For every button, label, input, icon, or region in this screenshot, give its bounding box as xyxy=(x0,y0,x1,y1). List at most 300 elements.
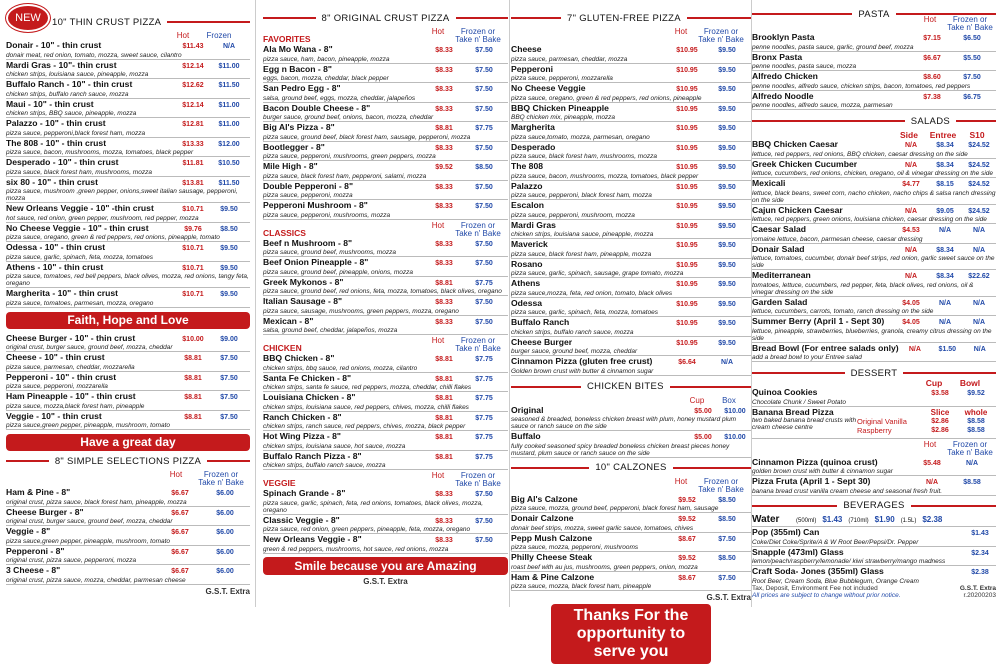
item-name: six 80 - 10" - thin crust xyxy=(6,176,98,187)
item-price: $7.50 xyxy=(220,394,238,401)
section-heading-gluten-free: 7" GLUTEN-FREE PIZZA xyxy=(511,10,751,26)
thin-crust-list xyxy=(6,40,250,308)
item-description: pizza sauce, oregano, green & red peppers, red onions, pineapple xyxy=(511,94,702,102)
section-heading-salads: SALADS xyxy=(752,113,996,129)
menu-item xyxy=(6,203,250,223)
item-name: Veggie - 10" - thin crust xyxy=(6,410,102,421)
item-description: seasoned & breaded, boneless chicken breast with plum, honey mustard plum sauce or ranch sauce on the side xyxy=(511,416,737,430)
item-price: $9.50 xyxy=(718,125,736,132)
item-description: pizza sauce, black forest ham, pepperoni, salami, mozza xyxy=(263,172,427,180)
item-price: $9.52 xyxy=(678,555,696,562)
menu-item xyxy=(752,244,996,271)
item-price: N/A xyxy=(904,207,918,215)
item-price: $7.50 xyxy=(475,517,493,525)
menu-item xyxy=(511,161,751,181)
item-name: Mexican - 8" xyxy=(263,315,314,326)
menu-item xyxy=(6,288,250,308)
item-price: $4.53 xyxy=(902,227,920,234)
price-header: Hot Frozen or Take n' Bake xyxy=(674,27,744,44)
item-price: $9.05 xyxy=(936,207,954,215)
item-price: $6.50 xyxy=(963,35,981,42)
menu-item xyxy=(511,103,751,123)
section-heading-beverages: BEVERAGES xyxy=(752,498,996,514)
item-description: chicken strips, santa fe sauce, red peppers, mozza, cheddar, chilli flakes xyxy=(263,384,472,391)
item-name: Pepperoni Mushroom - 8" xyxy=(263,200,368,210)
item-description: burger sauce, ground beef, onions, bacon, mozza, cheddar xyxy=(263,114,434,121)
item-name: The 808 - 10" - thin crust xyxy=(6,137,107,148)
gluten-free-list xyxy=(511,44,751,376)
item-price: $9.50 xyxy=(220,264,238,272)
menu-item xyxy=(263,296,508,316)
item-price: N/A xyxy=(938,299,952,307)
item-name: Big Al's Calzone xyxy=(511,493,578,504)
item-price: $8.33 xyxy=(435,260,453,267)
item-price: $7.50 xyxy=(718,535,736,543)
item-price: $6.00 xyxy=(216,568,234,575)
item-price: $8.15 xyxy=(936,181,954,188)
item-description: original crust, burger sauce, ground beef, mozza, cheddar xyxy=(6,344,173,351)
item-price: $10.00 xyxy=(182,335,204,343)
item-name: Ranch Chicken - 8" xyxy=(263,411,342,422)
dessert-pizza-fruta: Pizza Fruta (April 1 - Sept 30) N/A $8.58 banana bread crust vanilla cream cheese and seasonal fresh fruit. xyxy=(752,476,996,496)
menu-item xyxy=(6,79,250,99)
item-name: Santa Fe Chicken - 8" xyxy=(263,372,352,383)
item-price: $8.33 xyxy=(435,491,453,498)
item-price: $9.50 xyxy=(718,66,736,74)
item-description: pizza sauce, black forest ham, pineapple, mozza xyxy=(511,250,652,258)
item-description: pizza sauce, black forest ham, mushrooms, mozza xyxy=(511,153,657,160)
item-price: $10.95 xyxy=(676,66,698,74)
item-name: Palazzo xyxy=(511,180,543,191)
item-price: $9.76 xyxy=(184,225,202,233)
item-description: lettuce, pineapple, strawberries, blueberries, granola, creamy citrus dressing on the side xyxy=(752,327,992,342)
item-description: original crust, pizza sauce, black forest ham, pineapple, mozza xyxy=(6,498,187,506)
item-price: $6.67 xyxy=(171,568,189,575)
thin-crust-basic-list xyxy=(6,333,250,431)
item-name: Donair Calzone xyxy=(511,513,574,523)
item-description: original crust, pizza sauce, pepperoni, mozza xyxy=(6,557,137,564)
item-price: $8.33 xyxy=(435,105,453,113)
menu-item xyxy=(511,200,751,220)
item-description: chicken strips, BBQ sauce, pineapple, mozza xyxy=(6,110,137,117)
item-description: pizza sauce, pepperoni, black forest ham, mozza xyxy=(511,192,652,199)
column-thin-crust xyxy=(6,0,250,607)
item-price: $9.00 xyxy=(220,335,238,343)
item-name: Bootlegger - 8" xyxy=(263,141,325,152)
item-price: $9.50 xyxy=(718,105,736,113)
revision-code: r.20200203 xyxy=(963,591,996,599)
item-name: BBQ Chicken Pineapple xyxy=(511,102,609,113)
dessert-banana-bread: Banana Bread Pizza Slice whole two baked banana bread crusts with cream cheese centre Original Vanilla Raspberry $2.86 $2.86 $8.58 $8.58 xyxy=(752,407,996,439)
menu-item xyxy=(263,451,508,471)
item-name: Maverick xyxy=(511,239,548,249)
item-name: Brooklyn Pasta xyxy=(752,32,815,42)
item-description: pizza sauce, sausage, mushrooms, green peppers, mozza, oregano xyxy=(263,307,459,315)
price-header: Hot Frozen or Take n' Bake xyxy=(923,439,993,457)
item-price: N/A xyxy=(904,142,918,149)
menu-item xyxy=(752,91,996,111)
price-header: Hot Frozen or Take n' Bake xyxy=(923,15,993,32)
item-description: original crust, burger sauce, ground beef, mozza, cheddar xyxy=(6,518,173,525)
item-price: $9.52 xyxy=(678,516,696,523)
item-description: lettuce, cucumbers, red onions, chicken, oregano, oil & vinegar dressing on the side xyxy=(752,170,993,177)
faith-banner: Faith, Hope and Love xyxy=(6,312,250,329)
item-price: $9.50 xyxy=(718,164,736,171)
price-disclaimer: All prices are subject to change without prior notice. xyxy=(752,591,901,599)
item-name: New Orleans Veggie - 8" xyxy=(263,534,362,544)
item-price: $10.95 xyxy=(676,125,698,132)
price-header: Hot Frozen or Take n' Bake xyxy=(431,220,501,238)
menu-item xyxy=(263,277,508,297)
item-price: $10.71 xyxy=(182,245,204,252)
item-price: $5.00 xyxy=(694,407,712,415)
section-heading-calzones: 10" CALZONES xyxy=(511,460,751,476)
item-price: $4.77 xyxy=(902,181,920,188)
beverage-snapple: Snapple (473ml) Glass $2.34 lemon/peach/raspberry/lemonade/ kiwi strawberry/mango madness xyxy=(752,547,996,567)
item-price: $4.05 xyxy=(902,299,920,307)
item-name: Odessa xyxy=(511,297,543,308)
menu-item xyxy=(6,99,250,119)
item-description: chicken strips, buffalo ranch sauce, mozza xyxy=(263,462,386,469)
item-price: $11.00 xyxy=(218,62,240,70)
item-price: $8.81 xyxy=(184,355,202,362)
item-price: $7.50 xyxy=(475,47,493,54)
item-description: lettuce, tomatoes, cucumber, donair beef strips, red onion, garlic sweet sauce on the side xyxy=(752,255,995,269)
item-name: Caesar Salad xyxy=(752,224,806,234)
item-price: $12.62 xyxy=(182,82,204,89)
item-name: Greek Chicken Cucumber xyxy=(752,158,858,169)
item-name: Mediterranean xyxy=(752,270,811,280)
item-price: $7.50 xyxy=(475,66,493,74)
item-description: penne noodles, alfredo sauce, mozza, parmesan xyxy=(752,102,893,109)
item-description: chicken strips, buffalo ranch sauce, mozza xyxy=(511,328,634,336)
item-price: $7.75 xyxy=(475,434,493,441)
item-price: N/A xyxy=(222,43,236,50)
item-price: $7.75 xyxy=(475,453,493,461)
item-description: chicken strips, buffalo ranch sauce, mozza xyxy=(6,90,129,98)
simple-selections-list xyxy=(6,487,250,585)
menu-item xyxy=(752,52,996,72)
item-description: pizza sauce, black forest ham, mushrooms, mozza xyxy=(6,168,152,176)
item-price: $8.50 xyxy=(718,516,736,523)
item-price: $8.33 xyxy=(435,144,453,152)
menu-item xyxy=(511,142,751,162)
new-badge: NEW xyxy=(6,4,50,32)
item-description: chicken strips, ranch sauce, red peppers, chives, mozza, black pepper xyxy=(263,423,466,430)
menu-item xyxy=(6,262,250,289)
menu-item xyxy=(752,316,996,343)
item-name: Cheese Burger xyxy=(511,336,573,347)
item-price: $8.34 xyxy=(936,273,954,280)
item-price: $9.52 xyxy=(678,496,696,504)
item-name: Pepperoni - 10" - thin crust xyxy=(6,371,117,382)
item-name: Mardi Gras xyxy=(511,219,556,230)
item-name: Cheese Burger - 10" - thin crust xyxy=(6,332,136,343)
item-description: chicken strips, louisiana sauce, red peppers, chives, mozza, chilli flakes xyxy=(263,403,469,411)
item-price: $9.50 xyxy=(718,261,736,269)
menu-item xyxy=(511,64,751,84)
item-name: Alfredo Chicken xyxy=(752,71,818,81)
item-price: $24.52 xyxy=(968,161,990,169)
item-price: $7.50 xyxy=(220,374,238,382)
item-name: Buffalo xyxy=(511,431,541,441)
item-description: donair beef strips, mozza, sweet garlic sauce, tomatoes, chives xyxy=(511,524,694,532)
category-chicken: CHICKEN xyxy=(263,343,302,353)
item-description: donair meat, red onion, tomato, mozza, sweet sauce, cilantro xyxy=(6,51,182,59)
item-price: N/A xyxy=(938,319,952,326)
item-price: $9.50 xyxy=(718,183,736,191)
item-price: $13.81 xyxy=(182,179,204,187)
item-price: $8.33 xyxy=(435,537,453,544)
calzones-list xyxy=(511,494,751,592)
item-name: BBQ Chicken Caesar xyxy=(752,139,838,149)
item-name: Double Pepperoni - 8" xyxy=(263,180,354,191)
item-price: $11.43 xyxy=(182,43,204,50)
section-heading-pasta: PASTA xyxy=(752,6,996,22)
item-name: Cheese Burger - 8" xyxy=(6,506,84,517)
item-price: $6.64 xyxy=(678,359,696,366)
item-description: chicken strips, louisiana sauce, pineapple, mozza xyxy=(6,71,149,78)
dessert-header: Cup Bowl xyxy=(925,378,981,388)
item-name: Pepp Mush Calzone xyxy=(511,532,593,543)
great-day-banner: Have a great day xyxy=(6,434,250,451)
item-price: $9.50 xyxy=(718,281,736,288)
item-price: $6.00 xyxy=(216,529,234,536)
favorites-list xyxy=(263,44,508,220)
classics-list xyxy=(263,238,508,336)
item-description: pizza sauce, mozza,black forest ham, pineapple xyxy=(6,402,145,410)
item-price: $12.14 xyxy=(182,101,204,109)
item-description: roast beef with au jus, mushrooms, green peppers, onion, mozza xyxy=(511,563,698,571)
item-name: Buffalo Ranch xyxy=(511,317,570,327)
item-description: chicken strips, louisiana sauce, hot sauce, mozza xyxy=(263,442,406,450)
item-price: $9.50 xyxy=(220,245,238,252)
item-price: $9.50 xyxy=(220,291,238,298)
item-price: $7.75 xyxy=(475,125,493,132)
menu-item xyxy=(511,239,751,259)
item-description: fully cooked seasoned spicy breaded boneless chicken breast pieces honey mustard, plum sauce or ranch sauce on the side xyxy=(511,442,730,457)
price-header: Hot Frozen or Take n' Bake xyxy=(169,470,244,487)
item-description: tomatoes, lettuce, cucumbers, red pepper, feta, black olives, red onions, oil & vinegar dressing on the side xyxy=(752,281,974,296)
price-header: Hot Frozen or Take n' Bake xyxy=(431,336,501,353)
item-price: $8.81 xyxy=(184,374,202,382)
item-price: N/A xyxy=(904,273,918,280)
menu-item xyxy=(511,356,751,376)
item-price: $8.50 xyxy=(475,164,493,171)
chicken-list xyxy=(263,353,508,470)
item-price: $10.95 xyxy=(676,300,698,308)
item-price: $11.50 xyxy=(218,179,240,187)
item-price: $8.81 xyxy=(184,394,202,401)
item-name: Cinnamon Pizza (gluten free crust) xyxy=(511,356,653,366)
menu-item xyxy=(511,122,751,142)
item-price: $7.38 xyxy=(923,93,941,101)
item-price: $8.81 xyxy=(435,414,453,422)
menu-item xyxy=(263,316,508,336)
menu-item xyxy=(511,533,751,553)
item-description: pizza sauce, pepperoni, mozzarella xyxy=(6,383,108,390)
item-name: Louisiana Chicken - 8" xyxy=(263,392,356,402)
menu-item xyxy=(263,353,508,373)
column-pasta-salads xyxy=(752,0,996,607)
menu-item xyxy=(6,177,250,204)
menu-item xyxy=(6,487,250,507)
item-name: Ham & Pine - 8" xyxy=(6,487,71,497)
item-description: burger sauce, ground beef, mozza, cheddar xyxy=(511,348,638,355)
item-price: $8.34 xyxy=(936,142,954,149)
item-description: chicken strips, bbq sauce, red onions, mozza, cilantro xyxy=(263,364,418,372)
item-description: chicken strips, louisiana sauce, pineapple, mozza xyxy=(511,231,654,238)
menu-item xyxy=(511,44,751,64)
item-name: New Orleans Veggie - 10" -thin crust xyxy=(6,203,154,213)
item-price: $7.50 xyxy=(475,260,493,267)
menu-item xyxy=(6,546,250,566)
item-description: pizza sauce, tomatoes, red bell peppers, black olives, mozza, red onions, tangy feta, oregano xyxy=(6,273,249,287)
item-price: $8.81 xyxy=(435,125,453,132)
item-price: $8.33 xyxy=(435,183,453,191)
item-price: $6.67 xyxy=(171,509,189,517)
menu-item xyxy=(752,139,996,159)
price-header: Hot Frozen or Take n' Bake xyxy=(674,476,744,494)
item-description: eggs, bacon, mozza, cheddar, black pepper xyxy=(263,75,389,82)
item-price: $10.95 xyxy=(676,320,698,327)
item-description: pizza sauce,green pepper, pineapple, mushroom, tomato xyxy=(6,537,171,545)
item-price: $7.75 xyxy=(475,375,493,383)
item-description: salsa, ground beef, cheddar, jalapeños, mozza xyxy=(263,327,398,334)
item-name: Rosano xyxy=(511,258,543,269)
menu-item xyxy=(6,391,250,411)
item-price: $7.50 xyxy=(963,74,981,81)
item-description: original crust, pizza sauce, mozza, cheddar, parmesan cheese xyxy=(6,576,186,584)
item-price: $10.95 xyxy=(676,281,698,288)
item-price: $8.67 xyxy=(678,574,696,582)
menu-item xyxy=(263,373,508,393)
menu-item xyxy=(6,242,250,262)
section-heading-dessert: DESSERT xyxy=(752,365,996,381)
category-veggie: VEGGIE xyxy=(263,478,296,488)
menu-item xyxy=(511,337,751,357)
menu-item xyxy=(263,161,508,181)
menu-item xyxy=(511,405,751,432)
item-price: $8.50 xyxy=(220,225,238,233)
menu-item xyxy=(6,411,250,431)
item-price: $8.34 xyxy=(936,161,954,169)
category-classics: CLASSICS xyxy=(263,227,306,238)
item-price: $10.95 xyxy=(676,105,698,113)
item-price: $12.14 xyxy=(182,62,204,70)
item-price: $9.50 xyxy=(718,300,736,308)
menu-item xyxy=(511,181,751,201)
item-price: $11.00 xyxy=(218,121,240,128)
item-description: pizza sauce, red onion, green peppers, pineapple, feta, mozza, oregano xyxy=(263,526,471,533)
price-header: Hot Frozen or Take n' Bake xyxy=(431,471,501,488)
section-heading-thin-crust: 10" THIN CRUST PIZZA xyxy=(46,14,250,30)
item-name: Cheese xyxy=(511,44,542,54)
item-name: 3 Cheese - 8" xyxy=(6,565,61,575)
menu-item xyxy=(263,200,508,220)
menu-item xyxy=(752,205,996,225)
item-price: $1.50 xyxy=(938,345,957,353)
item-description: pizza sauce, oregano, green & red peppers, red onions, pineapple, tomato xyxy=(6,234,220,241)
veggie-list xyxy=(263,488,508,554)
item-price: $8.33 xyxy=(435,240,453,248)
gst-note: G.S.T. Extra xyxy=(706,593,751,602)
item-description: penne noodles, pasta sauce, mozza xyxy=(752,63,857,70)
item-name: Spinach Grande - 8" xyxy=(263,488,346,498)
item-description: pizza sauce, ham, bacon, pineapple, mozza xyxy=(263,55,390,63)
item-name: Donair - 10" - thin crust xyxy=(6,40,102,50)
menu-item xyxy=(752,270,996,297)
item-price: $7.15 xyxy=(923,35,941,42)
dessert-quinoa-cookies: Quinoa Cookies $3.58 $9.52 Chocolate Chunk / Sweet Potato xyxy=(752,387,996,407)
item-description: lettuce, black beans, sweet corn, nacho chicken, nacho chips & salsa ranch dressing on the side xyxy=(752,189,996,204)
item-price: $6.00 xyxy=(216,509,234,517)
menu-item xyxy=(6,60,250,80)
item-price: $7.75 xyxy=(475,395,493,402)
item-price: $10.50 xyxy=(218,160,240,167)
item-price: $24.52 xyxy=(968,181,990,188)
column-original-crust xyxy=(263,0,508,607)
item-price: $7.50 xyxy=(475,299,493,306)
menu-item xyxy=(6,565,250,585)
item-description: penne noodles, alfredo sauce, chicken strips, bacon, tomatoes, red peppers xyxy=(752,82,971,90)
item-price: $7.75 xyxy=(475,356,493,363)
item-price: $7.50 xyxy=(475,86,493,93)
item-price: $7.50 xyxy=(475,105,493,113)
item-price: $10.71 xyxy=(182,206,204,213)
category-favorites: FAVORITES xyxy=(263,34,311,44)
item-name: Egg n Bacon - 8" xyxy=(263,63,333,74)
item-description: BBQ chicken mix, pineapple, mozza xyxy=(511,114,616,121)
smile-banner: Smile because you are Amazing xyxy=(263,557,508,575)
item-price: $8.60 xyxy=(923,74,941,81)
item-price: $7.50 xyxy=(475,318,493,326)
item-price: $8.81 xyxy=(435,375,453,383)
item-price: N/A xyxy=(972,227,986,234)
menu-item xyxy=(6,372,250,392)
menu-item xyxy=(263,534,508,554)
item-name: Desperado - 10" - thin crust xyxy=(6,157,119,167)
item-price: $7.50 xyxy=(718,574,736,582)
salads-list xyxy=(752,139,996,362)
item-description: add a bread bowl to your Entree salad xyxy=(752,354,862,361)
beverage-craft-soda: Craft Soda- Jones (355ml) Glass $2.38 Root Beer, Cream Soda, Blue Bubblegum, Orange Cream xyxy=(752,566,989,585)
item-name: Beef Onion Pineapple - 8" xyxy=(263,257,369,267)
menu-item xyxy=(752,343,996,363)
item-name: San Pedro Egg - 8" xyxy=(263,83,341,93)
menu-item xyxy=(511,513,751,533)
item-price: N/A xyxy=(904,161,918,169)
item-name: Hot Wing Pizza - 8" xyxy=(263,431,341,441)
menu-item xyxy=(263,488,508,515)
price-header: Hot Frozen or Take n' Bake xyxy=(431,27,501,44)
item-name: Philly Cheese Steak xyxy=(511,552,593,562)
menu-item xyxy=(752,224,996,244)
item-price: $9.50 xyxy=(718,242,736,249)
menu-item xyxy=(263,103,508,123)
item-description: pizza sauce, ground beef, red onions, feta, mozza, tomatoes, black olives, oregano xyxy=(263,288,502,295)
gst-note: G.S.T. Extra xyxy=(205,586,250,596)
item-name: Garden Salad xyxy=(752,296,808,307)
item-price: N/A xyxy=(973,345,986,353)
item-price: N/A xyxy=(720,359,734,366)
item-description: pizza sauce, mozza, black forest ham, pineapple xyxy=(511,583,652,590)
menu-item xyxy=(6,157,250,177)
section-heading-chicken-bites: CHICKEN BITES xyxy=(511,379,751,395)
item-description: salsa, ground beef, eggs, mozza, cheddar, jalapeños xyxy=(263,94,416,102)
item-price: $8.81 xyxy=(184,413,202,421)
item-price: $12.00 xyxy=(218,140,240,148)
